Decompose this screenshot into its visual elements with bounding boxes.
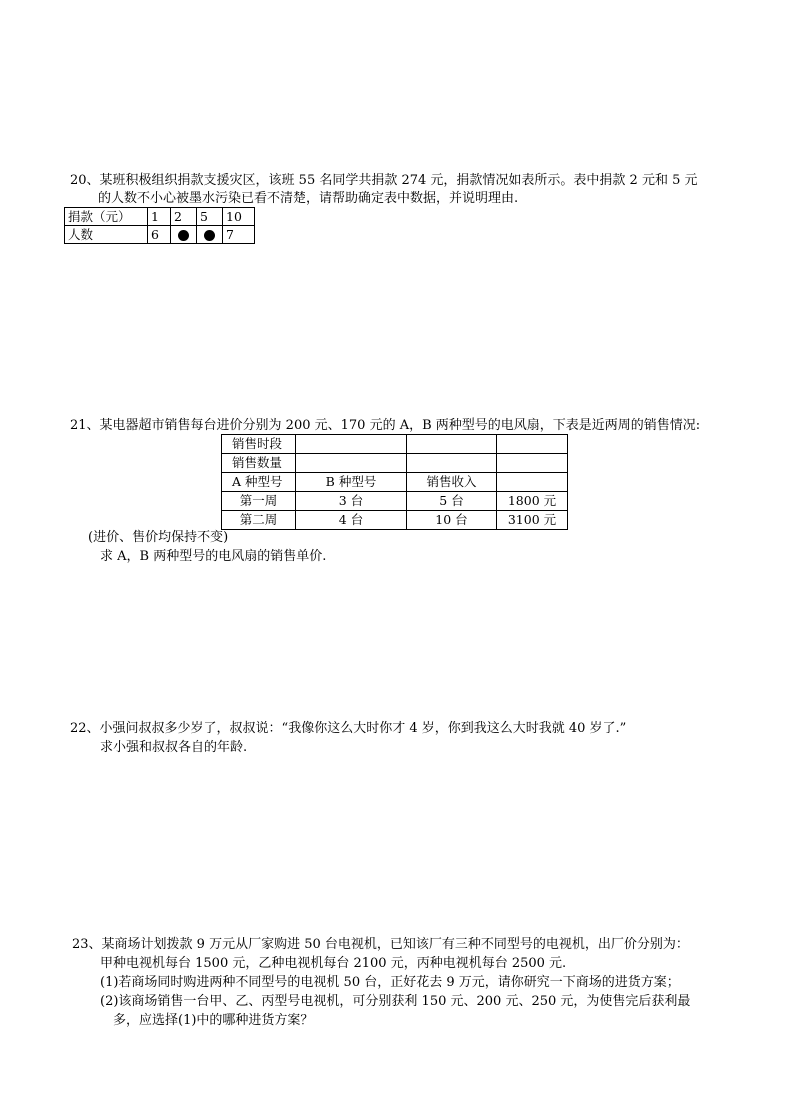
- table-row: [222, 435, 568, 454]
- table-cell: 3 台: [296, 492, 407, 511]
- table-cell: 10: [223, 208, 255, 226]
- table-cell: 销售收入: [407, 473, 497, 492]
- table-cell: 1: [148, 208, 171, 226]
- table-cell: 7: [223, 226, 255, 244]
- q23-text-line5: 多，应选择(1)中的哪种进货方案？: [113, 1013, 314, 1028]
- table-cell: 销售数量: [222, 454, 296, 473]
- q23-text-line1: 23、某商场计划拨款 9 万元从厂家购进 50 台电视机，已知该厂有三种不同型号的电视机，出厂价分别为：: [72, 937, 689, 952]
- table-cell: 捐款（元）: [65, 208, 148, 226]
- table-cell: [497, 435, 568, 454]
- table-cell: 人数: [65, 226, 148, 244]
- ink-blot-icon: [204, 230, 215, 241]
- ink-blot-cell: [171, 226, 197, 244]
- table-cell: 第二周: [222, 511, 296, 530]
- table-cell: 4 台: [296, 511, 407, 530]
- table-cell: 5: [197, 208, 223, 226]
- ink-blot-cell: [197, 226, 223, 244]
- table-row: [65, 208, 255, 226]
- table-cell: A 种型号: [222, 473, 296, 492]
- q23-text-line2: 甲种电视机每台 1500 元，乙种电视机每台 2100 元，丙种电视机每台 2500 元.: [100, 956, 567, 971]
- table-row: [65, 226, 255, 244]
- table-cell: 6: [148, 226, 171, 244]
- q21-sales-table: [221, 434, 568, 530]
- table-cell: [296, 435, 407, 454]
- table-row: [222, 492, 568, 511]
- table-cell: [497, 473, 568, 492]
- table-cell: 2: [171, 208, 197, 226]
- table-row: [222, 511, 568, 530]
- table-cell: 3100 元: [497, 511, 568, 530]
- q21-question: 求 A，B 两种型号的电风扇的销售单价.: [100, 549, 327, 564]
- table-cell: [497, 454, 568, 473]
- table-cell: B 种型号: [296, 473, 407, 492]
- q22-text-line1: 22、小强问叔叔多少岁了，叔叔说：“我像你这么大时你才 4 岁，你到我这么大时我就 40 岁了.”: [70, 721, 627, 736]
- q20-donation-table: [64, 207, 255, 244]
- table-cell: 销售时段: [222, 435, 296, 454]
- q21-note: (进价、售价均保持不变): [88, 530, 229, 545]
- table-cell: [407, 435, 497, 454]
- q23-text-line3: (1)若商场同时购进两种不同型号的电视机 50 台，正好花去 9 万元，请你研究一下商场的进货方案；: [100, 975, 680, 990]
- q22-text-line2: 求小强和叔叔各自的年龄.: [100, 740, 248, 755]
- table-row: [222, 473, 568, 492]
- ink-blot-icon: [178, 230, 189, 241]
- table-cell: 10 台: [407, 511, 497, 530]
- q20-text-line1: 20、某班积极组织捐款支援灾区，该班 55 名同学共捐款 274 元，捐款情况如表所示。表中捐款 2 元和 5 元: [70, 173, 698, 188]
- table-cell: 第一周: [222, 492, 296, 511]
- q21-text-line1: 21、某电器超市销售每台进价分别为 200 元、170 元的 A，B 两种型号的电风扇，下表是近两周的销售情况:: [70, 418, 701, 433]
- table-cell: 1800 元: [497, 492, 568, 511]
- q20-text-line2: 的人数不小心被墨水污染已看不清楚，请帮助确定表中数据，并说明理由.: [98, 191, 519, 206]
- table-cell: 5 台: [407, 492, 497, 511]
- q23-text-line4: (2)该商场销售一台甲、乙、丙型号电视机，可分别获利 150 元、200 元、250 元，为使售完后获利最: [100, 994, 691, 1009]
- table-cell: [407, 454, 497, 473]
- table-row: [222, 454, 568, 473]
- table-cell: [296, 454, 407, 473]
